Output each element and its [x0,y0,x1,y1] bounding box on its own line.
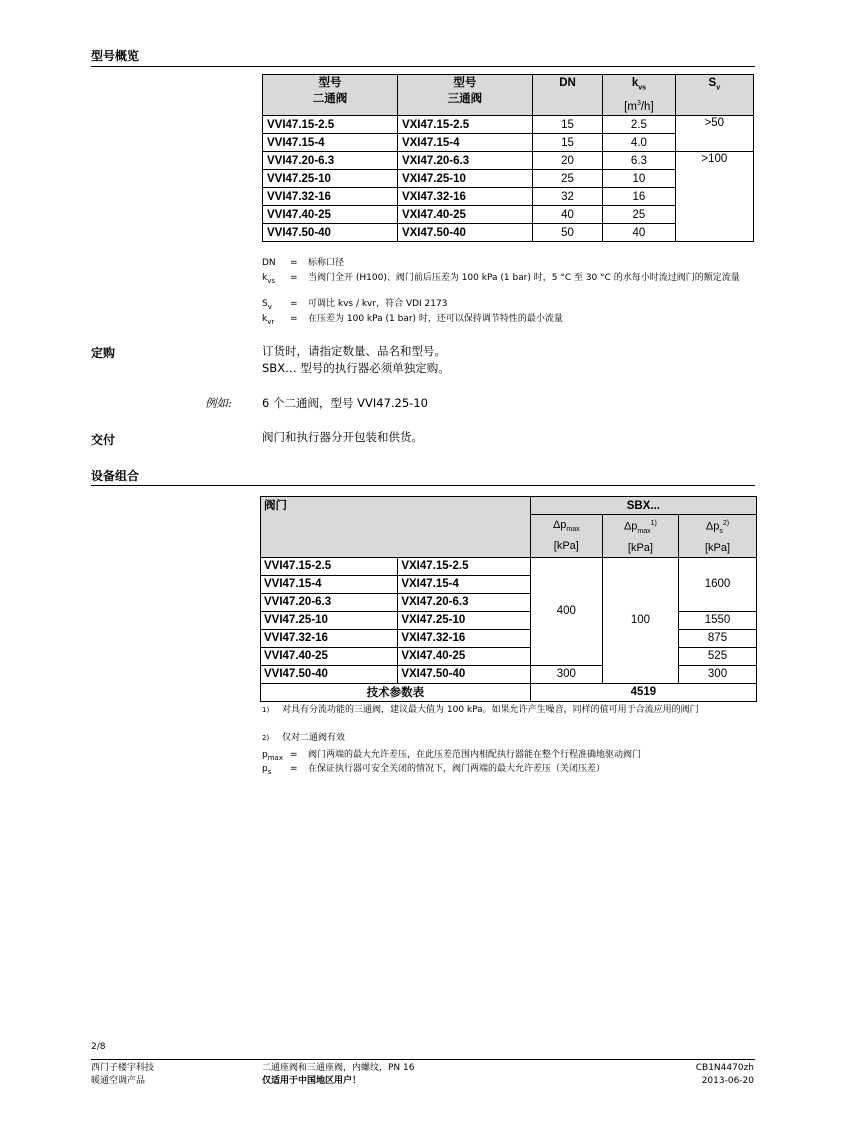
cell-three-way: VXI47.40-25 [398,647,530,665]
footer-doc-note: 仅适用于中国地区用户！ [262,1076,362,1086]
unit-label: [kPa] [627,541,653,554]
header-label: Δp [552,518,567,531]
header-label: k [631,77,639,89]
cell-dn: 15 [532,116,602,134]
header-sub: max [566,526,580,534]
cell-two-way: VVI47.40-25 [263,206,398,224]
header-label: 二通阀 [312,93,348,105]
cell-three-way: VXI47.15-4 [397,134,532,152]
legend-key-sub: v [267,302,272,311]
legend-key-sub: vs [267,276,276,285]
cell-three-way: VXI47.20-6.3 [397,152,532,170]
section-divider [91,485,755,486]
legend-key: k [262,314,268,324]
footer-doc-date: 2013-06-20 [701,1076,754,1086]
header-sv [675,75,753,116]
header-label: Δp [705,520,720,533]
legend-text: 当阀门全开 (H100)、阀门前后压差为 100 kPa (1 bar) 时，5 °C 至 30 °C 的水每小时流过阀门的额定流量 [308,273,740,283]
cell-datasheet-number: 4519 [530,683,756,701]
cell-dps: 525 [679,647,757,665]
table-row [263,152,754,170]
cell-kvs: 4.0 [603,134,675,152]
cell-dn: 40 [532,206,602,224]
table-row [261,665,757,683]
legend-text: 阀门两端的最大允许差压，在此压差范围内相配执行器能在整个行程准确地驱动阀门 [308,750,642,760]
cell-sv: >100 [675,152,753,242]
cell-two-way: VVI47.40-25 [261,647,398,665]
unit-sup: 3 [636,100,641,108]
legend-key-sub: max [267,753,283,762]
legend-key-sub: s [267,767,272,776]
example-label: 例如: [205,396,232,410]
cell-two-way: VVI47.32-16 [263,188,398,206]
legend-eq: = [290,273,298,283]
ordering-line-1: 订货时，请指定数量、品名和型号。 [262,344,446,358]
legend-key: S [262,299,268,309]
cell-sv: >50 [675,116,753,152]
unit-label: /h] [640,101,654,114]
unit-label: [kPa] [704,541,731,554]
cell-three-way: VXI47.32-16 [397,188,532,206]
header-dn [532,75,602,116]
legend-eq: = [290,764,298,774]
cell-dps: 1550 [679,611,757,629]
delivery-title: 交付 [91,433,116,447]
cell-two-way: VVI47.15-2.5 [261,557,398,575]
footer-doc-title: 二通座阀和三通座阀，内螺纹，PN 16 [262,1063,415,1073]
table-row [261,611,757,629]
unit-label: [kPa] [553,540,579,553]
table-row [261,647,757,665]
cell-dn: 32 [532,188,602,206]
header-label: S [708,77,717,89]
cell-three-way: VXI47.50-40 [397,224,532,242]
cell-two-way: VVI47.15-4 [263,134,398,152]
header-label: 型号 [318,77,342,89]
cell-dpmax1: 100 [602,557,678,683]
ordering-line-2: SBX… 型号的执行器必须单独定购。 [262,361,450,375]
footnote-key: 2) [262,734,270,742]
delivery-text: 阀门和执行器分开包装和供货。 [262,430,423,444]
legend-text: 标称口径 [308,258,345,268]
cell-three-way: VXI47.32-16 [398,629,530,647]
header-label: 三通阀 [447,93,483,105]
cell-dn: 50 [532,224,602,242]
footer-company-2: 暖通空调产品 [91,1076,146,1086]
cell-kvs: 2.5 [603,116,675,134]
header-sup: 2) [722,520,730,527]
cell-dps: 1600 [679,557,757,611]
section-title-combinations: 设备组合 [91,469,140,483]
cell-kvs: 40 [603,224,675,242]
cell-two-way: VVI47.32-16 [261,629,398,647]
cell-two-way: VVI47.25-10 [261,611,398,629]
table-row [263,116,754,134]
cell-dpmax: 400 [530,557,602,665]
cell-kvs: 16 [603,188,675,206]
unit-label: [m [624,101,637,114]
section-divider [91,66,755,67]
header-kvs [603,75,675,116]
header-valve: 阀门 [261,497,531,558]
legend-key: DN [262,258,276,268]
header-sub: max [637,527,651,535]
page-number: 2/8 [91,1042,106,1052]
cell-dn: 25 [532,170,602,188]
cell-two-way: VVI47.20-6.3 [263,152,398,170]
cell-two-way: VVI47.50-40 [263,224,398,242]
legend-text: 可调比 kvs / kvr，符合 VDI 2173 [308,299,448,309]
header-dpmax [530,515,602,558]
cell-two-way: VVI47.50-40 [261,665,398,683]
header-dpmax-note1 [602,515,678,558]
legend-eq: = [290,258,298,268]
cell-two-way: VVI47.15-2.5 [263,116,398,134]
cell-dn: 20 [532,152,602,170]
table-row [261,557,757,575]
header-sbx: SBX... [530,497,756,515]
footnote-text: 仅对二通阀有效 [282,733,346,743]
header-sub: v [716,84,721,92]
legend-text: 在压差为 100 kPa (1 bar) 时，还可以保持调节特性的最小流量 [308,314,563,324]
footnote-key: 1) [262,706,270,714]
legend-text: 在保证执行器可安全关闭的情况下，阀门两端的最大允许差压（关闭压差） [308,764,606,774]
header-sub: s [719,527,723,535]
cell-three-way: VXI47.15-2.5 [397,116,532,134]
cell-two-way: VVI47.25-10 [263,170,398,188]
header-label: Δp [623,520,638,533]
section-title-overview: 型号概览 [91,49,140,63]
legend-key-sub: vr [267,317,275,326]
header-two-way [263,75,398,116]
header-sub: vs [638,84,647,92]
legend-key: p [262,750,268,760]
cell-two-way: VVI47.15-4 [261,575,398,593]
ordering-title: 定购 [91,346,116,360]
cell-three-way: VXI47.25-10 [398,611,530,629]
cell-datasheet-label: 技术参数表 [261,683,531,701]
footer-company-1: 西门子楼宇科技 [91,1063,155,1073]
legend-eq: = [290,314,298,324]
cell-three-way: VXI47.25-10 [397,170,532,188]
header-label: 型号 [453,77,477,89]
header-dps [679,515,757,558]
table-footer-row [261,683,757,701]
cell-kvs: 6.3 [603,152,675,170]
legend-eq: = [290,750,298,760]
cell-kvs: 25 [603,206,675,224]
cell-three-way: VXI47.15-4 [398,575,530,593]
legend-key: p [262,764,268,774]
model-overview-table [262,74,754,242]
header-three-way [397,75,532,116]
device-combination-table [260,496,757,702]
cell-three-way: VXI47.20-6.3 [398,593,530,611]
cell-dpmax: 300 [530,665,602,683]
cell-three-way: VXI47.50-40 [398,665,530,683]
cell-dn: 15 [532,134,602,152]
cell-three-way: VXI47.40-25 [397,206,532,224]
cell-dps: 300 [679,665,757,683]
table-row [261,629,757,647]
footnote-text: 对具有分流功能的三通阀，建议最大值为 100 kPa。如果允许产生噪音，同样的值可用于合流应用的阀门 [282,705,699,715]
example-text: 6 个二通阀，型号 VVI47.25-10 [262,396,428,410]
legend-key: k [262,273,268,283]
header-label: DN [559,77,576,89]
cell-two-way: VVI47.20-6.3 [261,593,398,611]
footer-divider [91,1059,755,1060]
cell-kvs: 10 [603,170,675,188]
cell-dps: 875 [679,629,757,647]
legend-eq: = [290,299,298,309]
footer-doc-code: CB1N4470zh [695,1063,754,1073]
header-sup: 1) [650,520,657,527]
cell-three-way: VXI47.15-2.5 [398,557,530,575]
